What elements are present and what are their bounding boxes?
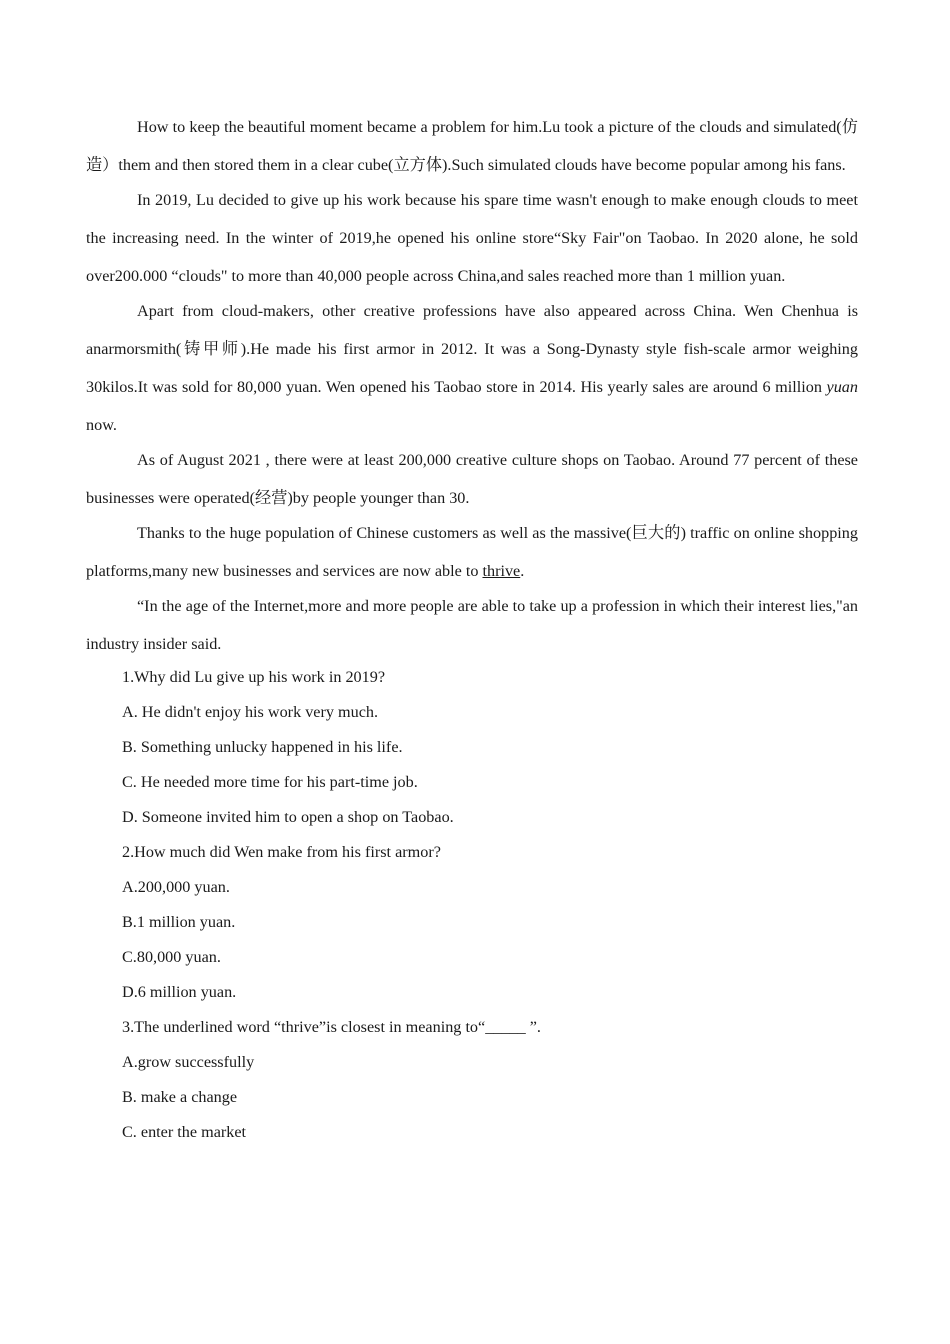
paragraph-3 bbox=[86, 292, 858, 444]
question-1-option-b: B. Something unlucky happened in his life. bbox=[122, 738, 403, 756]
question-2-option-a: A.200,000 yuan. bbox=[122, 878, 230, 896]
question-3-option-a: A.grow successfully bbox=[122, 1053, 255, 1071]
question-2-option-d: D.6 million yuan. bbox=[122, 983, 237, 1001]
question-1-option-a: A. He didn't enjoy his work very much. bbox=[122, 703, 379, 721]
paragraph-2: In 2019, Lu decided to give up his work because his spare time wasn't enough to make enough clouds to meet the increasing need. In the winter of 2019,he opened his online store“Sky Fair"on Taobao. In 2020 alone, he sold over200.000 “clouds" to more than 40,000 people across China,and sales reached more than 1 million yuan. bbox=[86, 191, 858, 285]
underlined-word-thrive: thrive bbox=[482, 562, 521, 580]
question-3-option-c: C. enter the market bbox=[122, 1123, 247, 1141]
paragraph-5 bbox=[86, 514, 858, 590]
paragraph-4: As of August 2021 , there were at least 200,000 creative culture shops on Taobao. Around 77 percent of these businesses were operated(经营)by people younger than 30. bbox=[86, 451, 858, 507]
paragraph-3-end: now. bbox=[86, 416, 117, 434]
question-2-option-c: C.80,000 yuan. bbox=[122, 948, 221, 966]
question-3-option-b: B. make a change bbox=[122, 1088, 238, 1106]
paragraph-1: How to keep the beautiful moment became a problem for him.Lu took a picture of the clouds and simulated(仿造）them and then stored them in a clear cube(立方体).Such simulated clouds have become popular among his fans. bbox=[86, 118, 858, 174]
paragraph-3-text: Apart from cloud-makers, other creative professions have also appeared across China. Wen Chenhua is anarmorsmith(铸甲师).He made his first armor in 2012. It was a Song-Dynasty style fish-scale armor weighing 30kilos.It was sold for 80,000 yuan. Wen opened his Taobao store in 2014. His yearly sales are around 6 million bbox=[86, 302, 858, 396]
paragraph-6: “In the age of the Internet,more and more people are able to take up a profession in which their interest lies,"an industry insider said. bbox=[86, 597, 858, 653]
question-2-stem: 2.How much did Wen make from his first armor? bbox=[122, 843, 441, 861]
question-1-option-c: C. He needed more time for his part-time job. bbox=[122, 773, 418, 791]
question-block bbox=[86, 660, 858, 1150]
italic-yuan: yuan bbox=[826, 378, 858, 396]
document-page bbox=[86, 108, 858, 1150]
paragraph-5-text: Thanks to the huge population of Chinese customers as well as the massive(巨大的) traffic on online shopping platforms,many new businesses and services are now able to bbox=[86, 524, 858, 580]
question-3-stem: 3.The underlined word “thrive”is closest in meaning to“_____ ”. bbox=[122, 1018, 541, 1036]
paragraph-5-end: . bbox=[520, 562, 525, 580]
question-1-stem: 1.Why did Lu give up his work in 2019? bbox=[122, 668, 386, 686]
question-1-option-d: D. Someone invited him to open a shop on Taobao. bbox=[122, 808, 454, 826]
question-2-option-b: B.1 million yuan. bbox=[122, 913, 236, 931]
